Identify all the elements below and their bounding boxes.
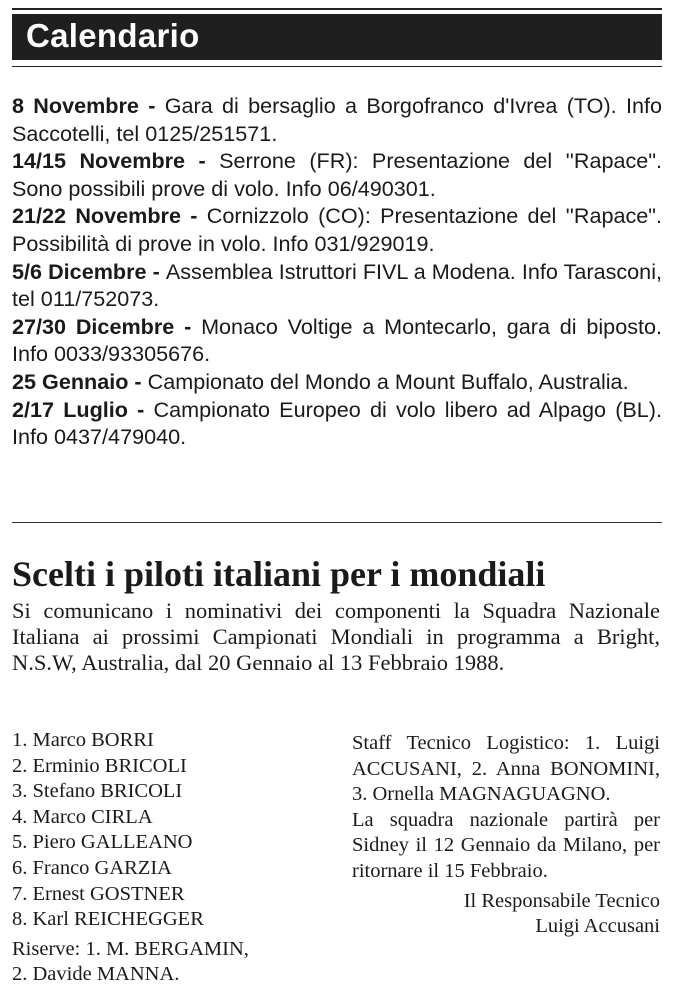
pilot-item: 1. Marco BORRI: [12, 729, 154, 751]
calendar-title: Calendario: [26, 17, 200, 54]
staff-paragraph: Staff Tecnico Logistico: 1. Luigi ACCUSANI, 2. Anna BONOMINI, 3. Ornella MAGNAGUAGNO.: [352, 732, 660, 806]
event-date: 14/15 Novembre: [12, 148, 186, 174]
pilot-item: 6. Franco GARZIA: [12, 856, 172, 879]
event-date: 5/6 Dicembre: [12, 258, 147, 284]
calendar-event: 2/17 Luglio - Campionato Europeo di volo libero ad Alpago (BL). Info 0437/479040.: [12, 396, 662, 450]
calendar-event: 25 Gennaio - Campionato del Mondo a Mount Buffalo, Australia.: [12, 368, 629, 394]
departure-paragraph: La squadra nazionale partirà per Sidney il 12 Gennaio da Milano, per ritornare il 15 Febbraio.: [352, 808, 660, 882]
calendar-event: 5/6 Dicembre - Assemblea Istruttori FIVL a Modena. Info Tarasconi, tel 011/752073.: [12, 258, 662, 312]
signature-role: Il Responsabile Tecnico: [463, 889, 660, 912]
header-rule: [12, 66, 662, 67]
event-date: 21/22 Novembre: [12, 203, 181, 229]
article-lead: Si comunicano i nominativi dei componenti la Squadra Nazionale Italiana ai prossimi Campionati Mondiali in programma a Bright, N.S.W, Australia, dal 20 Gennaio al 13 Febbraio 1988.: [12, 598, 660, 675]
pilot-list: [12, 728, 342, 988]
event-date: 8 Novembre: [12, 93, 139, 118]
calendar-list: [12, 92, 662, 451]
pilot-item: 8. Karl REICHEGGER: [12, 908, 204, 931]
pilot-item: 5. Piero GALLEANO: [12, 831, 193, 854]
calendar-header: [12, 14, 662, 60]
event-text: Campionato Europeo di volo libero ad Alpago (BL). Info 0437/479040.: [12, 396, 662, 450]
event-date: 27/30 Dicembre: [12, 313, 175, 339]
event-text: Cornizzolo (CO): Presentazione del ''Rapace". Possibilità di prove in volo. Info 031/929019.: [12, 203, 662, 256]
pilot-item: 7. Ernest GOSTNER: [12, 882, 185, 905]
pilot-item: 3. Stefano BRICOLI: [12, 780, 183, 803]
event-text: Assemblea Istruttori FIVL a Modena. Info Tarasconi, tel 011/752073.: [12, 258, 662, 312]
pilot-item: 2. Erminio BRICOLI: [12, 754, 187, 777]
pilot-item: 4. Marco CIRLA: [12, 805, 153, 828]
section-divider: [12, 522, 662, 523]
signature: [352, 889, 660, 940]
reserves-line-1: Riserve: 1. M. BERGAMIN,: [12, 937, 249, 960]
staff-column: [352, 731, 660, 940]
calendar-event: 14/15 Novembre - Serrone (FR): Presentazione del ''Rapace". Sono possibili prove di volo. Info 06/490301.: [12, 148, 662, 201]
calendar-event: 27/30 Dicembre - Monaco Voltige a Montecarlo, gara di biposto. Info 0033/93305676.: [12, 313, 663, 367]
event-text: Campionato del Mondo a Mount Buffalo, Australia.: [147, 368, 629, 394]
calendar-event: 21/22 Novembre - Cornizzolo (CO): Presentazione del ''Rapace". Possibilità di prove in volo. Info 031/929019.: [12, 203, 662, 256]
event-date: 25 Gennaio: [12, 368, 129, 394]
event-text: Gara di bersaglio a Borgofranco d'Ivrea (TO). Info Saccotelli, tel 0125/251571.: [12, 93, 662, 146]
event-text: Serrone (FR): Presentazione del ''Rapace". Sono possibili prove di volo. Info 06/490301.: [12, 148, 662, 201]
top-rule: [12, 8, 662, 10]
calendar-event: 8 Novembre - Gara di bersaglio a Borgofranco d'Ivrea (TO). Info Saccotelli, tel 0125/251571.: [12, 93, 662, 146]
event-text: Monaco Voltige a Montecarlo, gara di biposto. Info 0033/93305676.: [12, 313, 663, 367]
article-title: Scelti i piloti italiani per i mondiali: [12, 554, 546, 594]
signature-name: Luigi Accusani: [535, 915, 660, 938]
event-date: 2/17 Luglio: [12, 396, 128, 422]
reserves-line-2: 2. Davide MANNA.: [12, 963, 180, 986]
